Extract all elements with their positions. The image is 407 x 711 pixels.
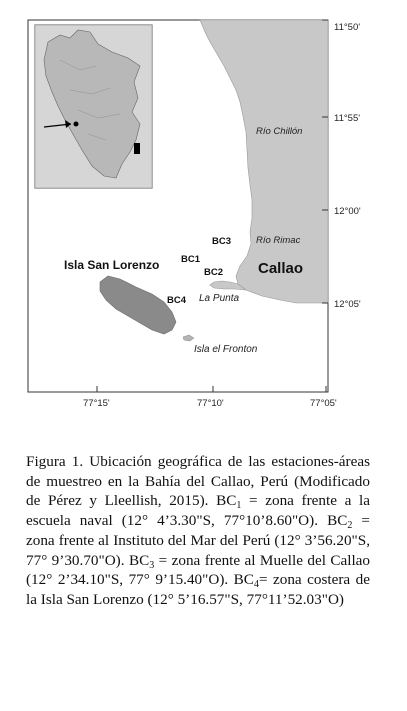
caption-sub-4: 4 xyxy=(253,579,259,591)
station-bc1-label: BC1 xyxy=(181,254,201,265)
lon-label-7710: 77°10' xyxy=(197,398,224,409)
caption-sub-1: 1 xyxy=(236,500,242,512)
caption-sub-2: 2 xyxy=(347,520,353,532)
station-bc3-label: BC3 xyxy=(212,236,232,247)
peru-locator-inset xyxy=(35,25,152,188)
caption-text-3: = zona frente al Instituto del Mar del Perú (12° 3’56.20"S, 77° 9’30.70"O). BC xyxy=(26,512,370,569)
caption-text-2: = zona frente a la escuela naval (12° 4’3.30"S, 77°10’8.60"O). BC xyxy=(26,492,370,530)
caption-text-1: Figura 1. Ubicación geográfica de las estaciones-áreas de muestreo en la Bahía del Callao, Perú (Modificado de Pérez y Lleellish, 2015). BC xyxy=(26,453,370,510)
station-bc2-label: BC2 xyxy=(204,267,224,278)
lat-label-1155: 11°55' xyxy=(334,113,361,124)
island-san-lorenzo-label: Isla San Lorenzo xyxy=(64,258,160,272)
lat-label-1205: 12°05' xyxy=(334,299,361,310)
lat-label-1150: 11°50' xyxy=(334,22,361,33)
caption-text-4: = zona frente al Muelle del Callao (12° 2’34.10"S, 77° 9’15.40"O). BC xyxy=(26,551,370,589)
station-bc4-label: BC4 xyxy=(167,295,187,306)
la-punta-label: La Punta xyxy=(199,293,240,304)
lon-label-7705: 77°05' xyxy=(310,398,337,409)
caption-sub-3: 3 xyxy=(149,559,155,571)
figure-caption xyxy=(26,452,370,610)
river-chillon-label: Río Chillón xyxy=(256,126,303,137)
lat-label-1200: 12°00' xyxy=(334,206,361,217)
isla-fronton-label: Isla el Fronton xyxy=(194,344,258,355)
river-rimac-label: Río Rimac xyxy=(256,235,301,246)
caption-text-5: = zona costera de la Isla San Lorenzo (12° 5’16.57"S, 77°11’52.03"O) xyxy=(26,571,370,608)
callao-label: Callao xyxy=(258,260,304,277)
lon-label-7715: 77°15' xyxy=(83,398,110,409)
